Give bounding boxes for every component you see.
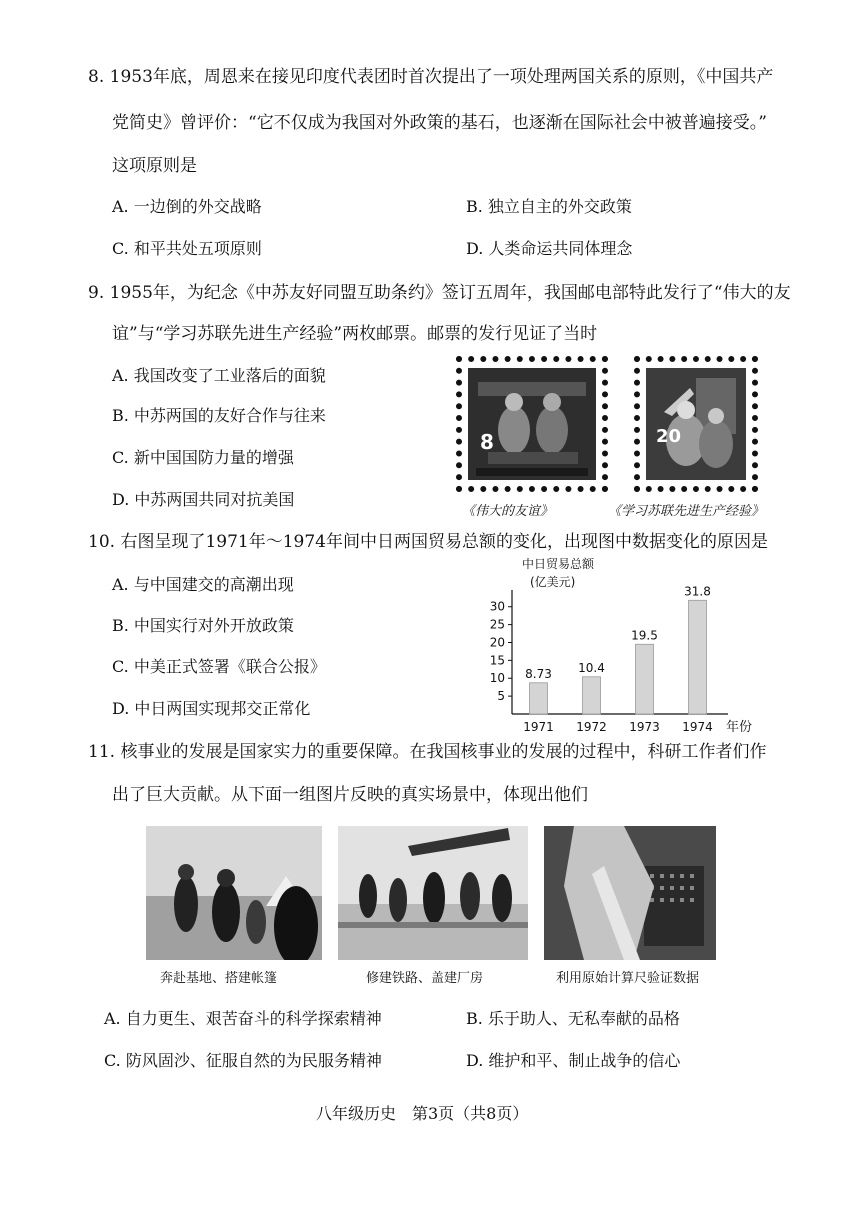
- q8-stem-line-2: 党简史》曾评价：“它不仅成为我国对外政策的基石，也逐渐在国际社会中被普遍接受。”: [112, 113, 767, 133]
- q8-option-a: A. 一边倒的外交战略: [112, 197, 262, 216]
- photo-building-tents: [146, 826, 322, 960]
- y-tick-label: 25: [489, 617, 505, 632]
- q9-option-a: A. 我国改变了工业落后的面貌: [112, 366, 326, 385]
- stamp-great-friendship: [456, 356, 608, 492]
- y-tick-label: 30: [489, 599, 505, 614]
- page-footer: 八年级历史 第3页（共8页）: [316, 1104, 529, 1123]
- q9-option-d: D. 中苏两国共同对抗美国: [112, 490, 295, 509]
- x-tick-label: 1972: [576, 720, 607, 734]
- chart-x-axis-label: 年份: [726, 720, 753, 735]
- photo-building-railway: [338, 826, 528, 960]
- q10-option-b: B. 中国实行对外开放政策: [112, 616, 294, 635]
- bar-value-label: 10.4: [578, 660, 605, 675]
- q9-stem-line-1: 9. 1955年，为纪念《中苏友好同盟互助条约》签订五周年，我国邮电部特此发行了“伟大的友: [88, 283, 791, 303]
- bar-1973: [636, 644, 654, 714]
- chart-title: 中日贸易总额: [522, 557, 595, 571]
- q8-option-d: D. 人类命运共同体理念: [466, 239, 633, 258]
- q11-option-d: D. 维护和平、制止战争的信心: [466, 1051, 681, 1070]
- q8-option-c: C. 和平共处五项原则: [112, 239, 262, 258]
- q10-stem: 10. 右图呈现了1971年～1974年间中日两国贸易总额的变化，出现图中数据变化的原因是: [88, 532, 768, 552]
- x-tick-label: 1973: [629, 720, 660, 734]
- q9-option-c: C. 新中国国防力量的增强: [112, 448, 294, 467]
- q11-stem-line-1: 11. 核事业的发展是国家实力的重要保障。在我国核事业的发展的过程中，科研工作者们作: [88, 742, 767, 762]
- stamp-caption-1: 《伟大的友谊》: [462, 504, 554, 519]
- x-tick-label: 1971: [523, 720, 554, 734]
- y-tick-label: 10: [489, 671, 505, 686]
- y-tick-label: 15: [489, 653, 505, 668]
- stamp-great-friendship-image: [468, 368, 596, 480]
- x-tick-label: 1974: [682, 720, 713, 734]
- y-tick-label: 20: [489, 635, 505, 650]
- chart-y-unit: (亿美元): [530, 575, 576, 589]
- q11-option-b: B. 乐于助人、无私奉献的品格: [466, 1009, 680, 1028]
- q8-stem-line-3: 这项原则是: [112, 156, 197, 176]
- photo-caption-2: 修建铁路、盖建厂房: [366, 971, 484, 986]
- q11-stem-line-2: 出了巨大贡献。从下面一组图片反映的真实场景中，体现出他们: [112, 785, 588, 805]
- q10-option-d: D. 中日两国实现邦交正常化: [112, 699, 311, 718]
- bar-1971: [530, 683, 548, 714]
- stamp-great-friendship-value: 8: [480, 430, 494, 454]
- q8-stem-line-1: 8. 1953年底，周恩来在接见印度代表团时首次提出了一项处理两国关系的原则，《中国共产: [88, 67, 774, 87]
- bar-value-label: 19.5: [631, 628, 658, 643]
- stamp-learn-soviet-image: [646, 368, 746, 480]
- q8-option-b: B. 独立自主的外交政策: [466, 197, 632, 216]
- bar-value-label: 8.73: [525, 666, 552, 681]
- photo-slide-rule: [544, 826, 716, 960]
- bar-1974: [689, 600, 707, 714]
- bar-1972: [583, 677, 601, 714]
- q10-option-a: A. 与中国建交的高潮出现: [112, 575, 294, 594]
- bar-value-label: 31.8: [684, 584, 711, 599]
- q9-option-b: B. 中苏两国的友好合作与往来: [112, 406, 326, 425]
- stamp-caption-2: 《学习苏联先进生产经验》: [608, 504, 765, 519]
- photo-caption-3: 利用原始计算尺验证数据: [556, 971, 700, 986]
- stamp-learn-soviet-value: 20: [656, 426, 682, 447]
- q9-stem-line-2: 谊”与“学习苏联先进生产经验”两枚邮票。邮票的发行见证了当时: [112, 324, 598, 344]
- y-tick-label: 5: [497, 689, 505, 704]
- q11-option-a: A. 自力更生、艰苦奋斗的科学探索精神: [104, 1009, 382, 1028]
- q11-option-c: C. 防风固沙、征服自然的为民服务精神: [104, 1051, 382, 1070]
- trade-volume-chart: [480, 552, 770, 742]
- photo-caption-1: 奔赴基地、搭建帐篷: [160, 971, 278, 986]
- q10-option-c: C. 中美正式签署《联合公报》: [112, 657, 326, 676]
- stamp-learn-soviet: [634, 356, 758, 492]
